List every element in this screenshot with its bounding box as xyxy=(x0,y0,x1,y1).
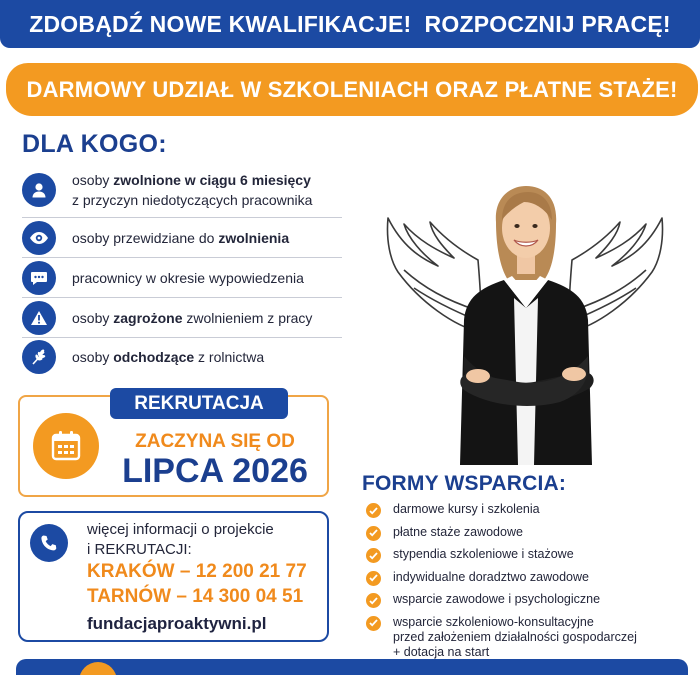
contact-info-text: więcej informacji o projekcie i REKRUTACJI: xyxy=(87,521,274,558)
support-item: darmowe kursy i szkolenia xyxy=(366,502,686,525)
check-icon xyxy=(366,503,381,518)
calendar-icon xyxy=(33,413,99,479)
check-icon xyxy=(366,526,381,541)
check-icon xyxy=(366,593,381,608)
chat-icon xyxy=(22,261,56,295)
check-icon xyxy=(366,548,381,563)
phone-krakow[interactable]: KRAKÓW – 12 200 21 77 xyxy=(87,561,307,582)
phone-tarnow[interactable]: TARNÓW – 14 300 04 51 xyxy=(87,586,304,607)
target-item-text: osoby zagrożone zwolnieniem z pracy xyxy=(72,309,313,326)
support-item: wsparcie szkoleniowo-konsultacyjne przed założeniem działalności gospodarczej + dotacja na start xyxy=(366,615,686,663)
target-group-list xyxy=(22,165,342,376)
recruitment-date: LIPCA 2026 xyxy=(122,452,308,490)
target-item xyxy=(22,338,342,376)
support-list xyxy=(366,496,686,663)
target-item xyxy=(22,258,342,298)
target-item-text: osoby odchodzące z rolnictwa xyxy=(72,349,265,365)
support-item: płatne staże zawodowe xyxy=(366,525,686,548)
recruitment-tab xyxy=(110,388,288,419)
recruitment-starts: ZACZYNA SIĘ OD xyxy=(135,431,295,452)
target-item-text: osoby zwolnione w ciągu 6 miesięcy z przyczyn niedotyczących pracownika xyxy=(72,172,313,208)
target-group-heading: DLA KOGO: xyxy=(22,130,167,158)
target-item xyxy=(22,298,342,338)
woman-with-wings-image xyxy=(384,180,666,465)
support-item: indywidualne doradztwo zawodowe xyxy=(366,570,686,593)
website-link[interactable]: fundacjaproaktywni.pl xyxy=(87,614,267,633)
subheadline: DARMOWY UDZIAŁ W SZKOLENIACH ORAZ PŁATNE STAŻE! xyxy=(26,76,678,102)
target-item-text: pracownicy w okresie wypowiedzenia xyxy=(72,269,304,286)
bottom-banner xyxy=(16,659,688,675)
top-banner xyxy=(0,0,700,48)
subheadline-banner xyxy=(6,63,698,116)
target-item xyxy=(22,218,342,258)
phone-icon xyxy=(30,524,68,562)
target-item-text: osoby przewidziane do zwolnienia xyxy=(72,229,290,246)
eye-icon xyxy=(22,221,56,255)
support-item: wsparcie zawodowe i psychologiczne xyxy=(366,592,686,615)
target-item xyxy=(22,165,342,218)
warning-icon xyxy=(22,301,56,335)
check-icon xyxy=(366,616,381,631)
support-item: stypendia szkoleniowe i stażowe xyxy=(366,547,686,570)
person-icon xyxy=(22,173,56,207)
support-heading: FORMY WSPARCIA: xyxy=(362,472,567,495)
recruitment-label: REKRUTACJA xyxy=(134,392,264,414)
headline: ZDOBĄDŹ NOWE KWALIFIKACJE! ROZPOCZNIJ PRACĘ! xyxy=(29,10,671,37)
wheat-icon xyxy=(22,340,56,374)
check-icon xyxy=(366,571,381,586)
